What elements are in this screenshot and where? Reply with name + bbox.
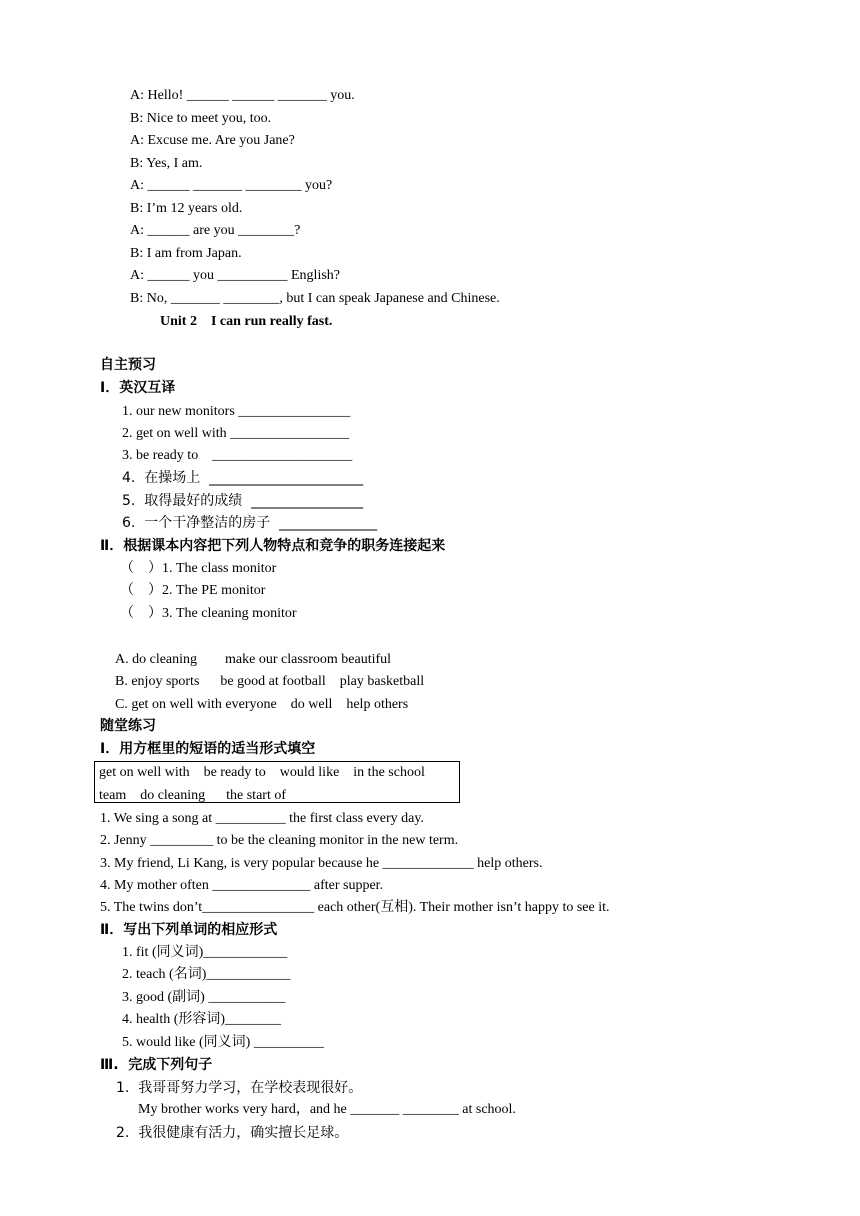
section-title: Ⅲ. 完成下列句子 (100, 1057, 213, 1073)
dialogue-line: B: I’m 12 years old. (130, 201, 243, 216)
translation-item: 2. get on well with _________________ (122, 426, 350, 441)
dialogue-line: A: ______ _______ ________ you? (130, 178, 333, 193)
fill-blank-item: 5. The twins don’t________________ each other(互相). Their mother isn’t happy to see it. (100, 900, 610, 915)
matching-option: B. enjoy sports be good at football play basketball (115, 674, 425, 689)
phrase-box-line: get on well with be ready to would like in the school (99, 765, 425, 780)
section-title: Ⅱ．根据课本内容把下列人物特点和竞争的职务连接起来 (100, 538, 446, 554)
matching-item: （ ）1. The class monitor (120, 561, 277, 576)
phrase-box-line: team do cleaning the start of (99, 788, 286, 803)
word-form-item: 4. health (形容词)________ (122, 1012, 282, 1027)
preview-heading: 自主预习 (100, 357, 156, 373)
sentence-item: 1. 我哥哥努力学习，在学校表现很好。 (116, 1080, 363, 1096)
fill-blank-item: 1. We sing a song at __________ the first class every day. (100, 811, 424, 826)
dialogue-line: A: ______ are you ________? (130, 223, 301, 238)
matching-option: C. get on well with everyone do well help others (115, 697, 409, 712)
dialogue-line: B: Yes, I am. (130, 156, 203, 171)
fill-blank-item: 2. Jenny _________ to be the cleaning monitor in the new term. (100, 833, 459, 848)
translation-item: 5. 取得最好的成绩 ________________ (122, 493, 364, 509)
sentence-item: My brother works very hard，and he _______ ________ at school. (138, 1102, 516, 1117)
sentence-item: 2. 我很健康有活力，确实擅长足球。 (116, 1125, 349, 1141)
dialogue-line: B: No, _______ ________, but I can speak Japanese and Chinese. (130, 291, 500, 306)
matching-item: （ ）3. The cleaning monitor (120, 606, 297, 621)
fill-blank-item: 4. My mother often ______________ after supper. (100, 878, 384, 893)
unit-title: Unit 2 I can run really fast. (160, 314, 333, 329)
translation-item: 1. our new monitors ________________ (122, 404, 351, 419)
matching-option: A. do cleaning make our classroom beautiful (115, 652, 392, 667)
matching-item: （ ）2. The PE monitor (120, 583, 266, 598)
dialogue-line: B: Nice to meet you, too. (130, 111, 272, 126)
dialogue-line: B: I am from Japan. (130, 246, 242, 261)
dialogue-line: A: ______ you __________ English? (130, 268, 340, 283)
section-title: Ⅱ．写出下列单词的相应形式 (100, 922, 278, 938)
translation-item: 6. 一个干净整洁的房子 ______________ (122, 515, 378, 531)
dialogue-line: A: Hello! ______ ______ _______ you. (130, 88, 355, 103)
translation-item: 3. be ready to ____________________ (122, 448, 353, 463)
dialogue-line: A: Excuse me. Are you Jane? (130, 133, 295, 148)
word-form-item: 2. teach (名词)____________ (122, 967, 291, 982)
word-form-item: 5. would like (同义词) __________ (122, 1035, 324, 1050)
word-form-item: 1. fit (同义词)____________ (122, 945, 288, 960)
translation-item: 4. 在操场上 ______________________ (122, 470, 364, 486)
section-title: Ⅰ．用方框里的短语的适当形式填空 (100, 741, 316, 757)
practice-heading: 随堂练习 (100, 718, 156, 734)
fill-blank-item: 3. My friend, Li Kang, is very popular because he _____________ help others. (100, 856, 543, 871)
word-form-item: 3. good (副词) ___________ (122, 990, 286, 1005)
section-title: Ⅰ．英汉互译 (100, 380, 176, 396)
